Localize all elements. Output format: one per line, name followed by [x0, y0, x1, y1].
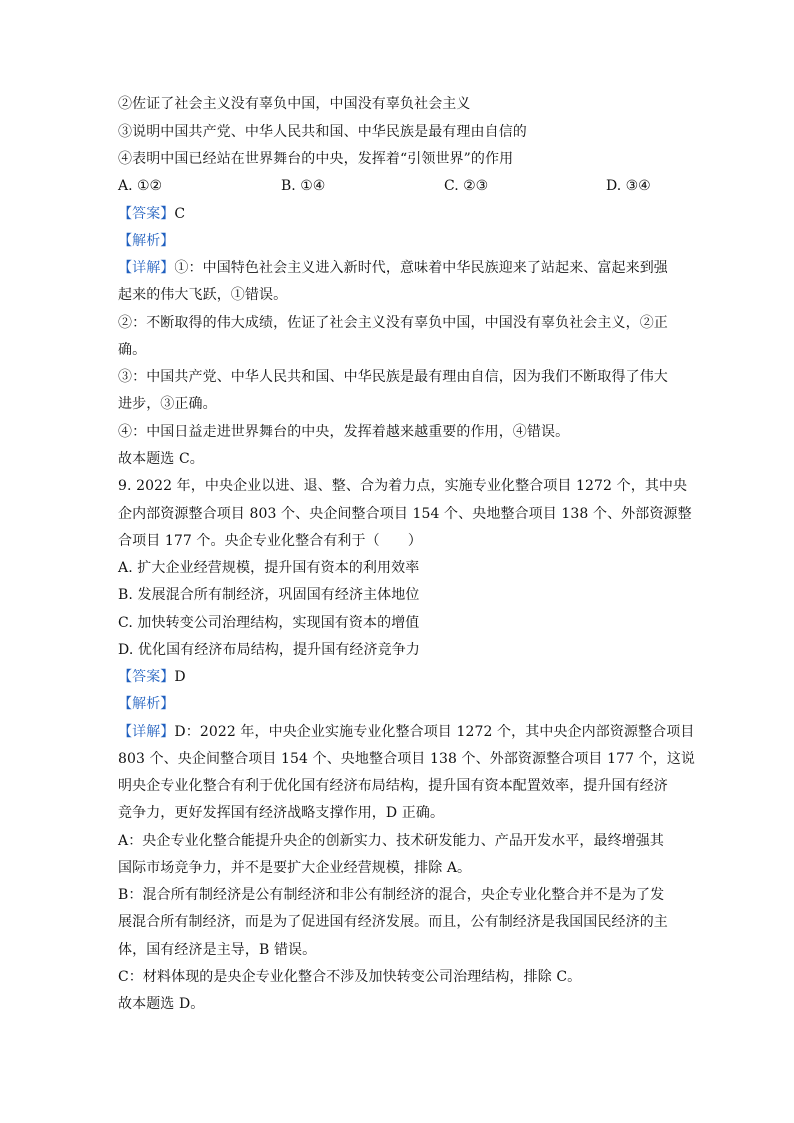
detail-text: D：2022 年，中央企业实施专业化整合项目 1272 个，其中央企内部资源整合项目: [174, 724, 695, 740]
q9-detail-line-4: 竞争力，更好发挥国有经济战略支撑作用，D 正确。: [118, 805, 445, 821]
q8-detail-line-3: ②：不断取得的伟大成绩，佐证了社会主义没有辜负中国，中国没有辜负社会主义，②正: [118, 315, 668, 331]
q8-detail-line-2: 起来的伟大飞跃，①错误。: [118, 287, 288, 303]
q8-option-a: A. ①②: [118, 178, 163, 194]
q8-option-d: D. ③④: [606, 178, 651, 194]
detail-label: 【详解】: [118, 260, 175, 276]
q9-stem-line-1: 9. 2022 年，中央企业以进、退、整、合为着力点，实施专业化整合项目 1272 个，其中央: [118, 478, 688, 494]
q8-analysis-label: 【解析】: [118, 233, 175, 249]
detail-label: 【详解】: [118, 724, 175, 740]
q9-detail-line-1: [118, 722, 694, 742]
q9-option-b: B. 发展混合所有制经济，巩固国有经济主体地位: [118, 587, 420, 603]
answer-value: D: [174, 669, 186, 685]
q9-stem-line-2: 企内部资源整合项目 803 个、央企间整合项目 154 个、央地整合项目 138 个、外部资源整: [118, 506, 692, 522]
answer-label: 【答案】: [118, 206, 175, 222]
q9-detail-line-7: B：混合所有制经济是公有制经济和非公有制经济的混合，央企专业化整合并不是为了发: [118, 887, 665, 903]
q9-option-a: A. 扩大企业经营规模，提升国有资本的利用效率: [118, 560, 420, 576]
answer-label: 【答案】: [118, 669, 175, 685]
q9-stem-line-3: 合项目 177 个。央企专业化整合有利于（ ）: [118, 533, 423, 549]
q9-detail-line-6: 国际市场竞争力，并不是要扩大企业经营规模，排除 A。: [118, 860, 472, 876]
q8-statement-3: ③说明中国共产党、中华人民共和国、中华民族是最有理由自信的: [118, 124, 527, 140]
q9-detail-line-8: 展混合所有制经济，而是为了促进国有经济发展。而且，公有制经济是我国国民经济的主: [118, 914, 668, 930]
q8-detail-line-4: 确。: [118, 342, 147, 358]
q8-detail-line-1: [118, 258, 668, 278]
q8-detail-line-5: ③：中国共产党、中华人民共和国、中华民族是最有理由自信，因为我们不断取得了伟大: [118, 369, 668, 385]
detail-text: ①：中国特色社会主义进入新时代，意味着中华民族迎来了站起来、富起来到强: [174, 260, 668, 276]
q9-answer: [118, 667, 186, 687]
q8-answer: [118, 204, 185, 224]
q8-option-c: C. ②③: [444, 178, 489, 194]
q8-option-b: B. ①④: [281, 178, 326, 194]
q9-detail-line-10: C：材料体现的是央企专业化整合不涉及加快转变公司治理结构，排除 C。: [118, 969, 582, 985]
q9-detail-line-5: A：央企专业化整合能提升央企的创新实力、技术研发能力、产品开发水平，最终增强其: [118, 833, 665, 849]
q8-detail-line-7: ④：中国日益走进世界舞台的中央，发挥着越来越重要的作用，④错误。: [118, 424, 570, 440]
q8-statement-2: ②佐证了社会主义没有辜负中国，中国没有辜负社会主义: [118, 96, 471, 112]
q9-detail-line-9: 体，国有经济是主导，B 错误。: [118, 942, 317, 958]
q9-option-c: C. 加快转变公司治理结构，实现国有资本的增值: [118, 615, 420, 631]
q9-conclusion: 故本题选 D。: [118, 996, 205, 1012]
answer-value: C: [174, 206, 186, 222]
q8-detail-line-6: 进步，③正确。: [118, 396, 217, 412]
q9-detail-line-3: 明央企专业化整合有利于优化国有经济布局结构，提升国有资本配置效率，提升国有经济: [118, 778, 668, 794]
q8-statement-4: ④表明中国已经站在世界舞台的中央，发挥着“引领世界”的作用: [118, 151, 514, 167]
q8-conclusion: 故本题选 C。: [118, 451, 204, 467]
q9-detail-line-2: 803 个、央企间整合项目 154 个、央地整合项目 138 个、外部资源整合项目 177 个，这说: [118, 751, 696, 767]
q9-option-d: D. 优化国有经济布局结构，提升国有经济竞争力: [118, 642, 420, 658]
q9-analysis-label: 【解析】: [118, 696, 175, 712]
